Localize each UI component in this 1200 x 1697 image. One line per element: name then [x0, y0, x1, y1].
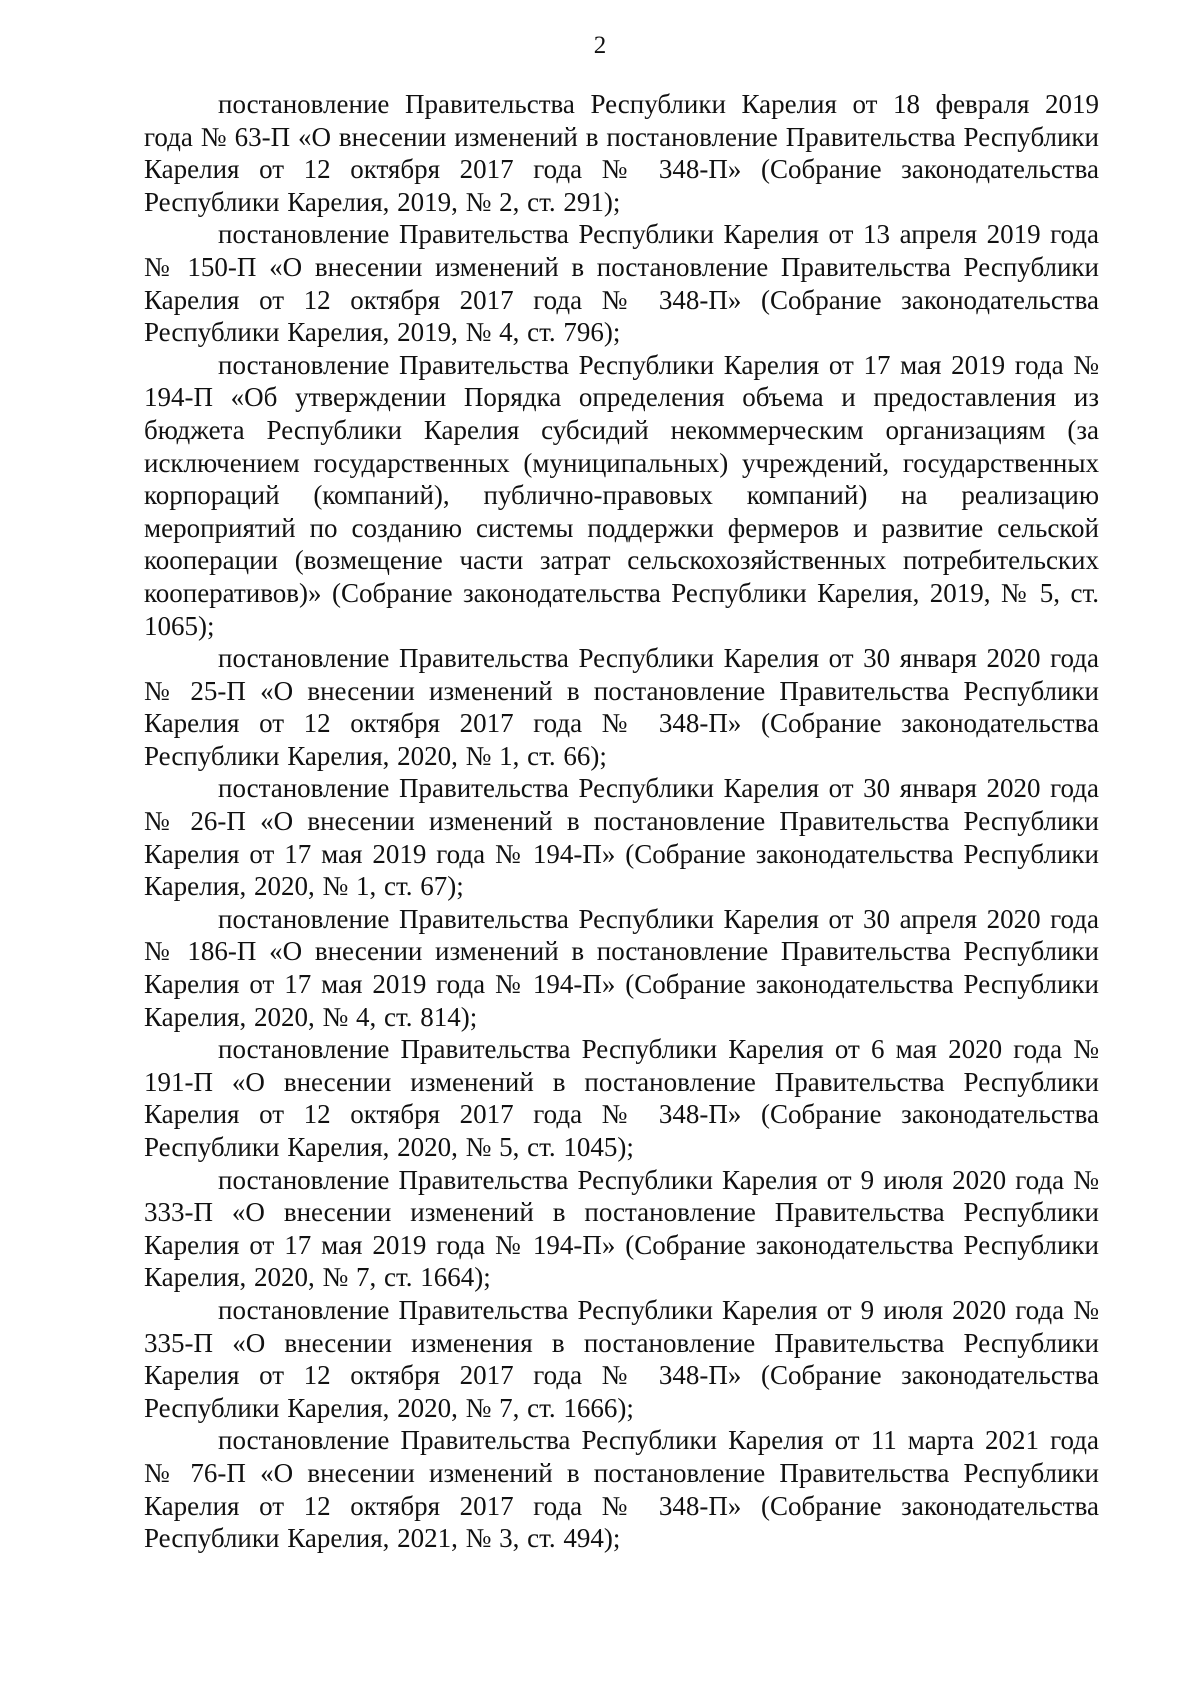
paragraph-3: постановление Правительства Республики Карелия от 17 мая 2019 года № 194-П «Об утверждении Порядка определения объема и предоставления из бюджета Республики Карелия субсидий некоммерческим организациям (за исключением государственных (муниципальных) учреждений, государственных корпораций (компаний), публично-правовых компаний) на реализацию мероприятий по созданию системы поддержки фермеров и развитие сельской кооперации (возмещение части затрат сельскохозяйственных потребительских кооперативов)» (Собрание законодательства Республики Карелия, 2019, № 5, ст. 1065); [144, 349, 1099, 641]
paragraph-10: постановление Правительства Республики Карелия от 11 марта 2021 года № 76-П «О внесении изменений в постановление Правительства Республики Карелия от 12 октября 2017 года № 348-П» (Собрание законодательства Республики Карелия, 2021, № 3, ст. 494); [144, 1425, 1099, 1554]
document-body [144, 88, 1099, 1555]
paragraph-9: постановление Правительства Республики Карелия от 9 июля 2020 года № 335-П «О внесении изменения в постановление Правительства Республики Карелия от 12 октября 2017 года № 348-П» (Собрание законодательства Республики Карелия, 2020, № 7, ст. 1666); [144, 1294, 1099, 1423]
paragraph-8: постановление Правительства Республики Карелия от 9 июля 2020 года № 333-П «О внесении изменений в постановление Правительства Республики Карелия от 17 мая 2019 года № 194-П» (Собрание законодательства Республики Карелия, 2020, № 7, ст. 1664); [144, 1164, 1099, 1293]
paragraph-6: постановление Правительства Республики Карелия от 30 апреля 2020 года № 186-П «О внесении изменений в постановление Правительства Республики Карелия от 17 мая 2019 года № 194-П» (Собрание законодательства Республики Карелия, 2020, № 4, ст. 814); [144, 903, 1099, 1032]
paragraph-1: постановление Правительства Республики Карелия от 18 февраля 2019 года № 63-П «О внесении изменений в постановление Правительства Республики Карелия от 12 октября 2017 года № 348-П» (Собрание законодательства Республики Карелия, 2019, № 2, ст. 291); [144, 89, 1099, 217]
paragraph-7: постановление Правительства Республики Карелия от 6 мая 2020 года № 191-П «О внесении изменений в постановление Правительства Республики Карелия от 12 октября 2017 года № 348-П» (Собрание законодательства Республики Карелия, 2020, № 5, ст. 1045); [144, 1034, 1099, 1162]
page-number: 2 [593, 32, 607, 59]
paragraph-4: постановление Правительства Республики Карелия от 30 января 2020 года № 25-П «О внесении изменений в постановление Правительства Республики Карелия от 12 октября 2017 года № 348-П» (Собрание законодательства Республики Карелия, 2020, № 1, ст. 66); [144, 643, 1099, 771]
paragraph-5: постановление Правительства Республики Карелия от 30 января 2020 года № 26-П «О внесении изменений в постановление Правительства Республики Карелия от 17 мая 2019 года № 194-П» (Собрание законодательства Республики Карелия, 2020, № 1, ст. 67); [144, 773, 1099, 902]
paragraph-2: постановление Правительства Республики Карелия от 13 апреля 2019 года № 150-П «О внесении изменений в постановление Правительства Республики Карелия от 12 октября 2017 года № 348-П» (Собрание законодательства Республики Карелия, 2019, № 4, ст. 796); [144, 219, 1099, 348]
